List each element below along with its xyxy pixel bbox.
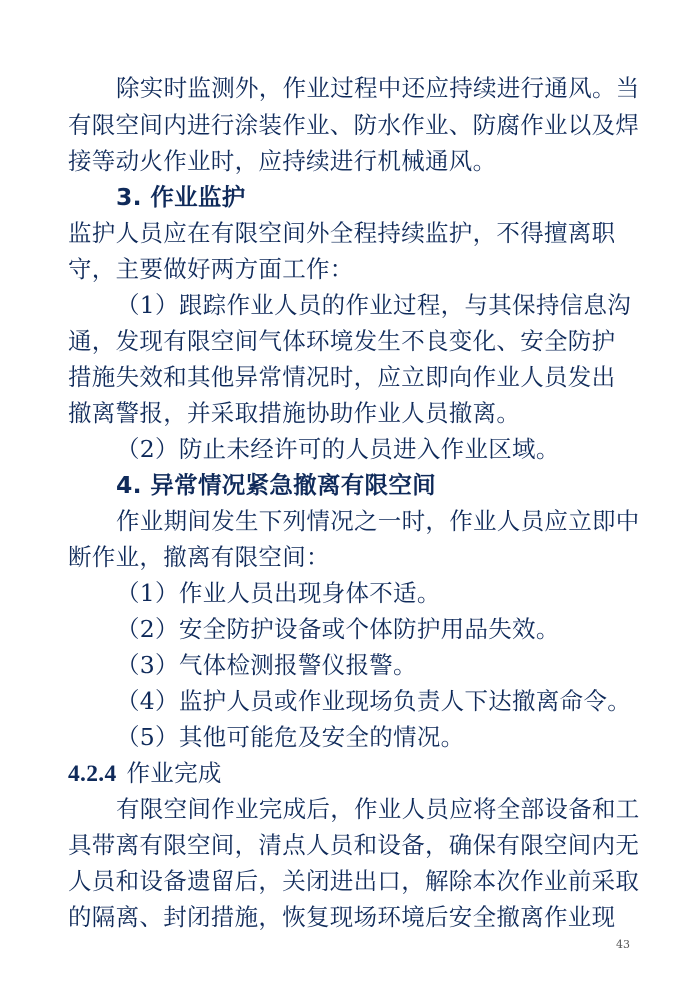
paragraph-line: 接等动火作业时，应持续进行机械通风。 — [68, 147, 497, 175]
section-title: 作业完成 — [126, 759, 222, 787]
paragraph-line: 的隔离、封闭措施，恢复现场环境后安全撤离作业现 — [68, 903, 616, 931]
paragraph-line: 除实时监测外，作业过程中还应持续进行通风。当 — [116, 74, 640, 102]
paragraph-line: 通，发现有限空间气体环境发生不良变化、安全防护 — [68, 327, 616, 355]
list-item: （4）监护人员或作业现场负责人下达撤离命令。 — [116, 687, 632, 715]
paragraph-line: 有限空间内进行涂装作业、防水作业、防腐作业以及焊 — [68, 111, 640, 139]
list-item: （1）作业人员出现身体不适。 — [116, 579, 441, 607]
paragraph-line: 有限空间作业完成后，作业人员应将全部设备和工 — [116, 795, 640, 823]
paragraph-line: 作业期间发生下列情况之一时，作业人员应立即中 — [116, 507, 640, 535]
paragraph-line: 人员和设备遗留后，关闭进出口，解除本次作业前采取 — [68, 867, 640, 895]
paragraph-line: 措施失效和其他异常情况时，应立即向作业人员发出 — [68, 363, 616, 391]
page-number: 43 — [616, 938, 630, 951]
paragraph-line: 断作业，撤离有限空间： — [68, 543, 330, 571]
list-item: （3）气体检测报警仪报警。 — [116, 651, 417, 679]
paragraph-line: （2）防止未经许可的人员进入作业区域。 — [116, 435, 560, 463]
list-item: （5）其他可能危及安全的情况。 — [116, 723, 465, 751]
paragraph-line: （1）跟踪作业人员的作业过程，与其保持信息沟 — [116, 291, 632, 319]
list-item: （2）安全防护设备或个体防护用品失效。 — [116, 615, 560, 643]
section-number: 4.2.4 — [68, 761, 117, 787]
paragraph-line: 监护人员应在有限空间外全程持续监护，不得擅离职 — [68, 219, 616, 247]
paragraph-line: 守，主要做好两方面工作： — [68, 255, 354, 283]
subheading-emergency-evacuation: 4. 异常情况紧急撤离有限空间 — [116, 471, 436, 499]
subheading-supervision: 3. 作业监护 — [116, 183, 246, 211]
paragraph-line: 具带离有限空间，清点人员和设备，确保有限空间内无 — [68, 831, 640, 859]
section-heading — [68, 759, 222, 788]
paragraph-line: 撤离警报，并采取措施协助作业人员撤离。 — [68, 399, 521, 427]
